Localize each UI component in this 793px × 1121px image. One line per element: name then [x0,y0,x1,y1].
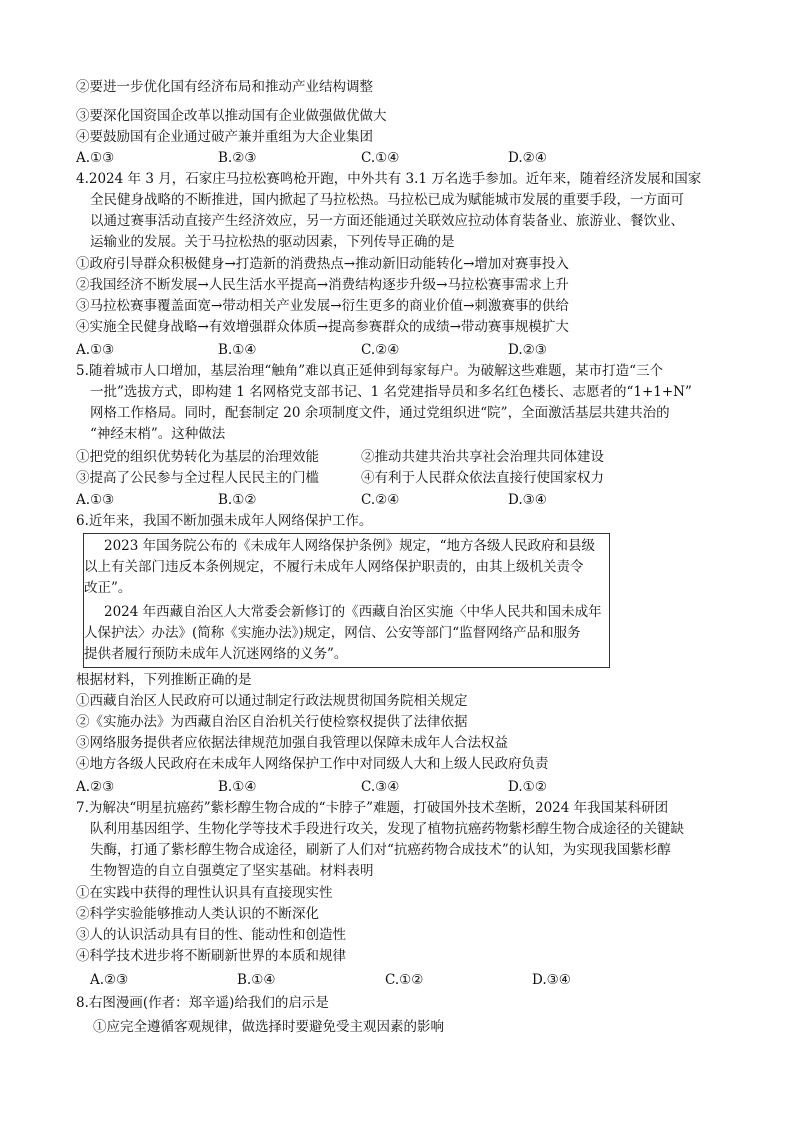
choice-d: D.②④ [508,150,547,166]
q6-item-3: ③网络服务提供者应依据法律规范加强自我管理以保障未成年人合法权益 [76,735,508,751]
choice-c: C.②④ [361,492,400,508]
q3-option-4: ④要鼓励国有企业通过破产兼并重组为大企业集团 [76,129,373,145]
q7-item-4: ④科学技术进步将不断刷新世界的本质和规律 [76,948,346,964]
q5-items-row-2 [76,468,726,489]
q6-material-line-3: 改正”。 [84,580,132,596]
q4-item-4: ④实施全民健身战略→有效增强群众体质→提高参赛群众的成绩→带动赛事规模扩大 [76,319,569,335]
choice-a: A.②③ [90,972,129,988]
q4-choices [76,340,726,360]
q3-option-2: ②要进一步优化国有经济布局和推动产业结构调整 [76,79,373,95]
q4-item-2: ②我国经济不断发展→人民生活水平提高→消费结构逐步升级→马拉松赛事需求上升 [76,277,569,293]
q8-stem: 8.右图漫画(作者：郑辛遥)给我们的启示是 [76,995,329,1011]
q7-choices [90,970,740,990]
choice-c: C.①② [385,972,424,988]
choice-b: B.①② [218,492,257,508]
choice-d: D.③④ [532,972,571,988]
choice-d: D.②③ [508,342,547,358]
q7-item-1: ①在实践中获得的理性认识具有直接现实性 [76,885,333,901]
q4-item-3: ③马拉松赛事覆盖面宽→带动相关产业发展→衍生更多的商业价值→刺激赛事的供给 [76,298,569,314]
q5-stem-line-4: “神经末梢”。这种做法 [90,426,226,442]
q6-choices [76,777,726,797]
q5-stem-line-3: 网格工作格局。同时，配套制定 20 余项制度文件，通过党组织进“院”，全面激活基层共建共治的 [90,405,670,421]
q6-material-line-1: 2023 年国务院公布的《未成年人网络保护条例》规定，“地方各级人民政府和县级 [104,538,596,554]
q6-item-1: ①西藏自治区人民政府可以通过制定行政法规贯彻国务院相关规定 [76,693,468,709]
choice-b: B.①④ [218,342,257,358]
q5-choices [76,490,726,510]
q3-option-3: ③要深化国资国企改革以推动国有企业做强做优做大 [76,108,387,124]
q7-stem-line-3: 失酶，打通了紫杉醇生物合成途径，刷新了人们对“抗癌药物合成技术”的认知，为实现我国紫杉醇 [90,842,671,858]
q5-stem-line-1: 5.随着城市人口增加，基层治理“触角”难以真正延伸到每家每户。为破解这些难题，某市打造“三个 [76,363,664,379]
q6-material-line-4: 2024 年西藏自治区人大常委会新修订的《西藏自治区实施〈中华人民共和国未成年 [104,604,602,620]
choice-b: B.①④ [237,972,276,988]
q7-item-2: ②科学实验能够推动人类认识的不断深化 [76,906,319,922]
choice-b: B.①④ [218,779,257,795]
q6-item-4: ④地方各级人民政府在未成年人网络保护工作中对同级人大和上级人民政府负责 [76,756,549,772]
choice-a: A.②③ [76,779,115,795]
q7-stem-line-1: 7.为解决“明星抗癌药”紫杉醇生物合成的“卡脖子”难题，打破国外技术垄断，2024 年我国某科研团 [76,800,669,816]
choice-a: A.①③ [76,342,115,358]
choice-c: C.②④ [361,342,400,358]
q6-stem: 6.近年来，我国不断加强未成年人网络保护工作。 [76,513,373,529]
q5-stem-line-2: 一批”选拔方式，即构建 1 名网格党支部书记、1 名党建指导员和多名红色楼长、志愿者的“1+1+N” [90,384,692,400]
choice-c: C.③④ [361,779,400,795]
choice-a: A.①③ [76,492,115,508]
q6-lead: 根据材料，下列推断正确的是 [76,672,252,688]
q4-stem-line-4: 运输业的发展。关于马拉松热的驱动因素，下列传导正确的是 [90,234,455,250]
q7-item-3: ③人的认识活动具有目的性、能动性和创造性 [76,927,346,943]
q7-stem-line-4: 生物智造的自立自强奠定了坚实基础。材料表明 [90,863,374,879]
q4-stem-line-1: 4.2024 年 3 月，石家庄马拉松赛鸣枪开跑，中外共有 3.1 万名选手参加。近年来，随着经济发展和国家 [76,171,702,187]
choice-c: C.①④ [361,150,400,166]
choice-d: D.③④ [508,492,547,508]
choice-b: B.②③ [218,150,257,166]
q4-stem-line-3: 以通过赛事活动直接产生经济效应，另一方面还能通过关联效应拉动体育装备业、旅游业、餐饮业、 [90,213,684,229]
q7-stem-line-2: 队利用基因组学、生物化学等技术手段进行攻关，发现了植物抗癌药物紫杉醇生物合成途径的关键缺 [90,821,684,837]
q5-item-2: ②推动共建共治共享社会治理共同体建设 [361,449,604,465]
q5-item-4: ④有利于人民群众依法直接行使国家权力 [361,470,604,486]
q6-item-2: ②《实施办法》为西藏自治区自治机关行使检察权提供了法律依据 [76,714,468,730]
choice-d: D.①② [508,779,547,795]
choice-a: A.①③ [76,150,115,166]
q6-material-line-6: 提供者履行预防未成年人沉迷网络的义务”。 [84,646,348,662]
q6-material-line-5: 人保护法〉办法》(简称《实施办法》)规定，网信、公安等部门“监督网络产品和服务 [84,625,581,641]
q4-stem-line-2: 全民健身战略的不断推进，国内掀起了马拉松热。马拉松已成为赋能城市发展的重要手段，一方面可 [90,192,684,208]
q6-material-line-2: 以上有关部门违反本条例规定，不履行未成年人网络保护职责的，由其上级机关责令 [84,559,584,575]
q5-item-1: ①把党的组织优势转化为基层的治理效能 [76,449,319,465]
q5-items-row-1 [76,447,726,468]
q3-choices [76,148,726,168]
q4-item-1: ①政府引导群众积极健身→打造新的消费热点→推动新旧动能转化→增加对赛事投入 [76,256,569,272]
q5-item-3: ③提高了公民参与全过程人民民主的门槛 [76,470,319,486]
q8-item-1: ①应完全遵循客观规律，做选择时要避免受主观因素的影响 [93,1019,444,1035]
